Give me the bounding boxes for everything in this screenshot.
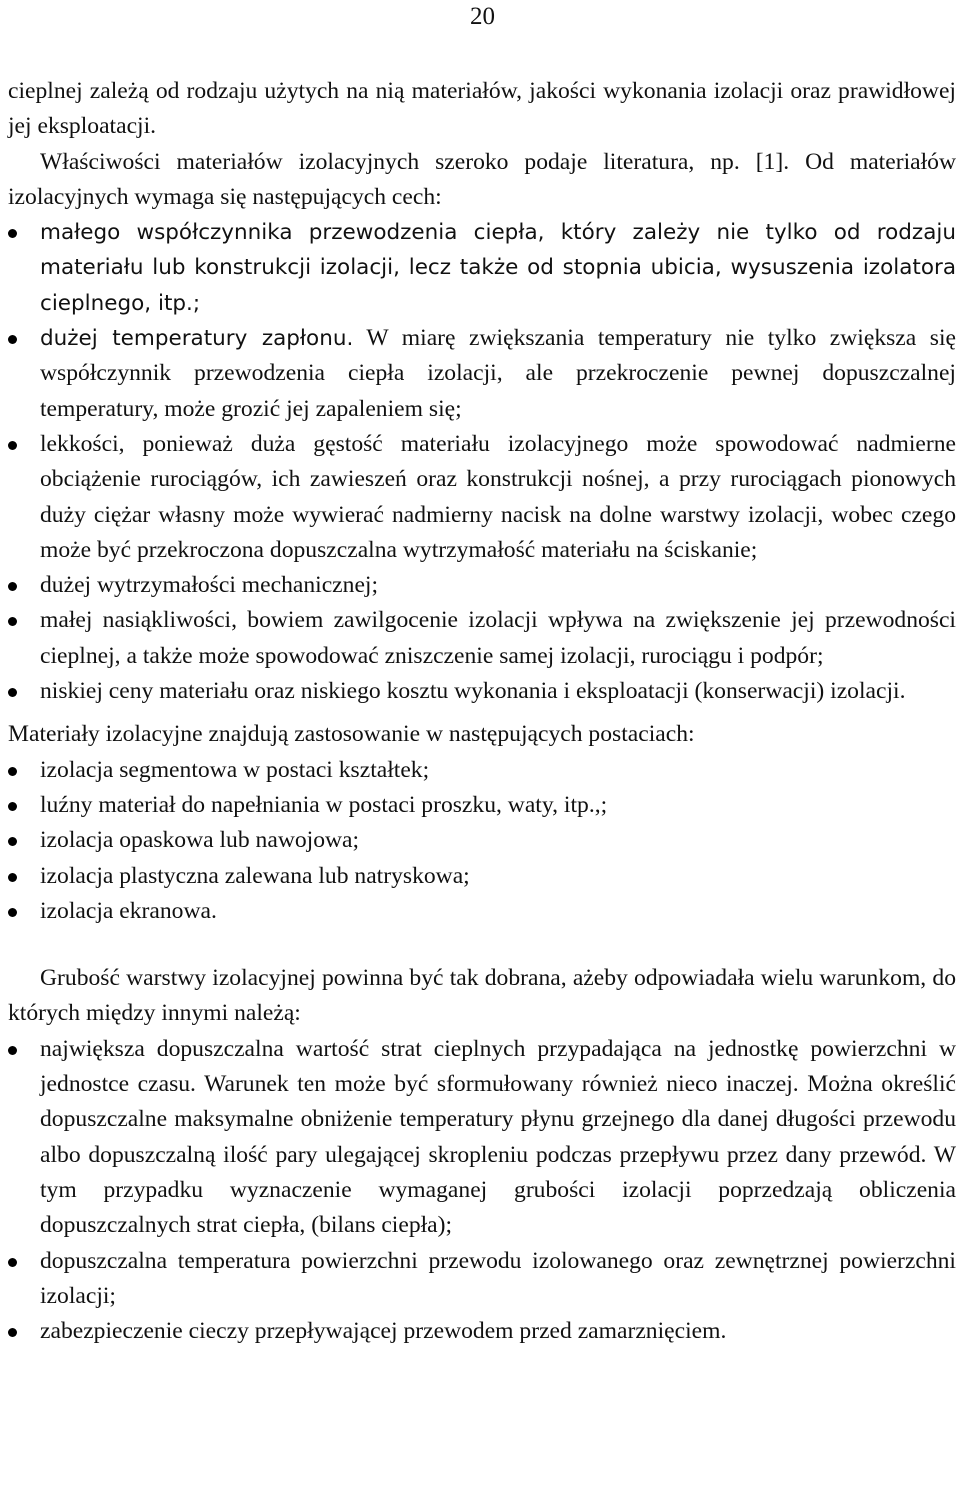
list-item-text: największa dopuszczalna wartość strat cieplnych przypadająca na jednostkę powierzchni w jednostce czasu. Warunek ten może być sformułowany również nieco inaczej. Można określić dopuszczalne maksymalne obniżenie temperatury płynu grzejnego dla danej długości przewodu albo dopuszczalną ilość pary ulegającej skropleniu podczas przepływu przez dany przewód. W tym przypadku wyznaczenie wymaganej grubości izolacji poprzedzają obliczenia dopuszczalnych strat ciepła, (bilans ciepła); [40, 1035, 956, 1239]
bullet-icon [8, 688, 17, 697]
page-content [8, 74, 956, 1349]
forms-intro: Materiały izolacyjne znajdują zastosowanie w następujących postaciach: [8, 721, 695, 748]
list-item [8, 894, 956, 929]
bullet-icon [8, 767, 17, 776]
bullet-icon [8, 908, 17, 917]
list-item [8, 1314, 956, 1349]
list-item [8, 1244, 956, 1315]
list-item-text: małego współczynnika przewodzenia ciepła, który zależy nie tylko od rodzaju materiału lub konstrukcji izolacji, lecz także od stopnia ubicia, wysuszenia izolatora cieplnego, itp.; [40, 220, 956, 316]
bullet-icon [8, 335, 17, 344]
list-item [8, 753, 956, 788]
list-item-text: lekkości, ponieważ duża gęstość materiału izolacyjnego może spowodować nadmierne obciążenie rurociągów, ich zawieszeń oraz konstrukcji nośnej, a przy rurociągach pionowych duży ciężar własny może wywierać nadmierny nacisk na dolne warstwy izolacji, wobec czego może być przekroczona dopuszczalna wytrzymałość materiału na ściskanie; [40, 430, 956, 563]
list-item-text: niskiej ceny materiału oraz niskiego kosztu wykonania i eksploatacji (konserwacji) izolacji. [40, 678, 906, 705]
list-item [8, 1032, 956, 1244]
list-item-continuation: W miarę zwiększania temperatury nie tylko zwiększa się współczynnik przewodzenia ciepła izolacji, ale przekroczenie pewnej dopuszczalnej temperatury, może grozić jej zapaleniem się; [40, 325, 956, 422]
literature-paragraph: Właściwości materiałów izolacyjnych szeroko podaje literatura, np. [1]. Od materiałów izolacyjnych wymaga się następujących cech: [8, 148, 956, 210]
bullet-icon [8, 873, 17, 882]
features-list [8, 215, 956, 709]
list-item [8, 788, 956, 823]
list-item-text: izolacja plastyczna zalewana lub natryskowa; [40, 862, 470, 889]
list-item-text: zabezpieczenie cieczy przepływającej przewodem przed zamarznięciem. [40, 1318, 727, 1345]
bullet-icon [8, 837, 17, 846]
bullet-icon [8, 582, 17, 591]
list-item-text: dużej temperatury zapłonu. [40, 326, 354, 352]
list-item [8, 859, 956, 894]
page-number: 20 [470, 3, 495, 30]
list-item [8, 823, 956, 858]
list-item [8, 674, 956, 709]
forms-list [8, 753, 956, 929]
list-item-text: dużej wytrzymałości mechanicznej; [40, 572, 379, 599]
bullet-icon [8, 802, 17, 811]
list-item [8, 568, 956, 603]
thickness-intro: Grubość warstwy izolacyjnej powinna być tak dobrana, ażeby odpowiadała wielu warunkom, do których między innymi należą: [8, 965, 956, 1027]
list-item-text: izolacja segmentowa w postaci kształtek; [40, 756, 430, 783]
bullet-icon [8, 229, 17, 238]
intro-paragraph: cieplnej zależą od rodzaju użytych na nią materiałów, jakości wykonania izolacji oraz prawidłowej jej eksploatacji. [8, 78, 956, 140]
list-item [8, 321, 956, 427]
bullet-icon [8, 1328, 17, 1337]
list-item [8, 427, 956, 568]
conditions-list [8, 1032, 956, 1350]
list-item [8, 215, 956, 321]
list-item-text: luźny materiał do napełniania w postaci proszku, waty, itp.,; [40, 791, 608, 818]
list-item [8, 603, 956, 674]
bullet-icon [8, 617, 17, 626]
list-item-text: małej nasiąkliwości, bowiem zawilgocenie izolacji wpływa na zwiększenie jej przewodności cieplnej, a także może spowodować zniszczenie samej izolacji, rurociągu i podpór; [40, 607, 956, 669]
bullet-icon [8, 1258, 17, 1267]
bullet-icon [8, 441, 17, 450]
list-item-text: dopuszczalna temperatura powierzchni przewodu izolowanego oraz zewnętrznej powierzchni izolacji; [40, 1247, 956, 1309]
list-item-text: izolacja ekranowa. [40, 897, 217, 924]
bullet-icon [8, 1046, 17, 1055]
list-item-text: izolacja opaskowa lub nawojowa; [40, 827, 360, 854]
